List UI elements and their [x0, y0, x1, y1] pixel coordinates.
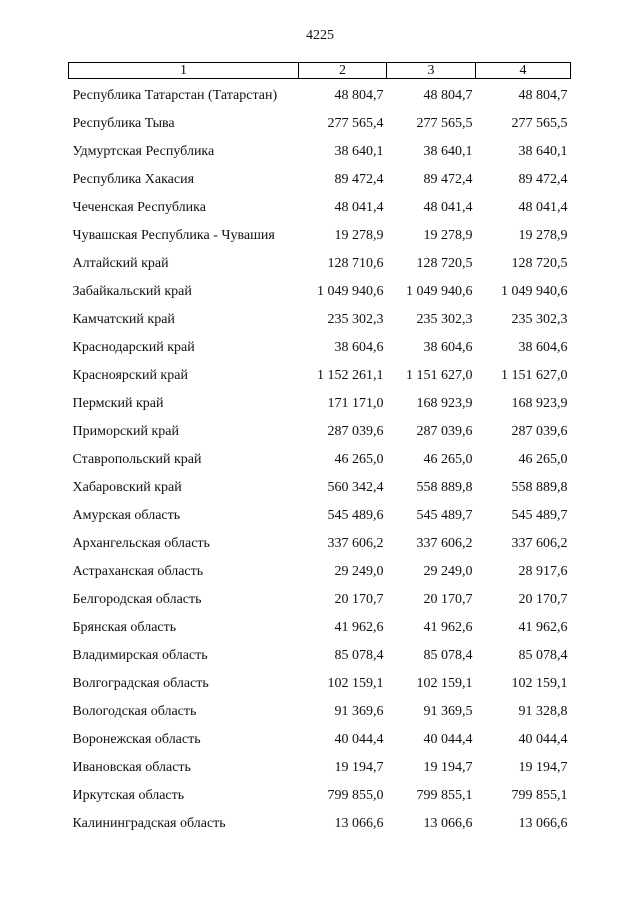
region-name: Архангельская область	[72, 536, 210, 551]
region-name: Чувашская Республика - Чувашия	[72, 228, 275, 243]
value-column-2: 19 194,7	[334, 760, 384, 775]
table-row	[69, 222, 571, 250]
value-column-2: 1 152 261,1	[317, 368, 384, 383]
value-column-3: 40 044,4	[423, 732, 473, 747]
value-column-4: 41 962,6	[518, 620, 568, 635]
value-column-2: 277 565,4	[327, 116, 384, 131]
value-column-2: 287 039,6	[327, 424, 384, 439]
value-column-2: 46 265,0	[334, 452, 384, 467]
column-header-1: 1	[69, 63, 299, 79]
value-column-2: 41 962,6	[334, 620, 384, 635]
value-column-3: 102 159,1	[416, 676, 473, 691]
value-column-4: 1 151 627,0	[501, 368, 568, 383]
value-column-2: 89 472,4	[334, 172, 384, 187]
table-row	[69, 474, 571, 502]
column-header-2: 2	[299, 63, 387, 79]
value-column-4: 19 278,9	[518, 228, 568, 243]
value-column-4: 102 159,1	[511, 676, 568, 691]
table-body	[69, 79, 571, 839]
region-name: Ставропольский край	[72, 452, 202, 467]
value-column-3: 29 249,0	[423, 564, 473, 579]
value-column-3: 545 489,7	[416, 508, 473, 523]
region-name: Красноярский край	[72, 368, 188, 383]
region-name: Волгоградская область	[72, 676, 209, 691]
table-row	[69, 278, 571, 306]
region-name: Камчатский край	[72, 312, 175, 327]
value-column-2: 171 171,0	[327, 396, 384, 411]
value-column-3: 337 606,2	[416, 536, 473, 551]
table-row	[69, 446, 571, 474]
value-column-4: 545 489,7	[511, 508, 568, 523]
value-column-3: 89 472,4	[423, 172, 473, 187]
value-column-2: 20 170,7	[334, 592, 384, 607]
value-column-3: 287 039,6	[416, 424, 473, 439]
region-name: Брянская область	[72, 620, 177, 635]
header-row	[69, 63, 571, 79]
value-column-3: 1 049 940,6	[406, 284, 473, 299]
region-name: Республика Тыва	[72, 116, 175, 131]
region-name: Иркутская область	[72, 788, 185, 803]
region-name: Владимирская область	[72, 648, 208, 663]
value-column-3: 20 170,7	[423, 592, 473, 607]
column-header-3: 3	[387, 63, 476, 79]
value-column-4: 48 041,4	[518, 200, 568, 215]
region-name: Алтайский край	[72, 256, 169, 271]
value-column-4: 85 078,4	[518, 648, 568, 663]
value-column-3: 128 720,5	[416, 256, 473, 271]
value-column-4: 40 044,4	[518, 732, 568, 747]
value-column-3: 235 302,3	[416, 312, 473, 327]
value-column-4: 799 855,1	[511, 788, 568, 803]
value-column-4: 13 066,6	[518, 816, 568, 831]
value-column-3: 91 369,5	[423, 704, 473, 719]
table-row	[69, 558, 571, 586]
value-column-4: 19 194,7	[518, 760, 568, 775]
value-column-4: 287 039,6	[511, 424, 568, 439]
table-row	[69, 670, 571, 698]
value-column-3: 277 565,5	[416, 116, 473, 131]
value-column-3: 48 041,4	[423, 200, 473, 215]
region-name: Краснодарский край	[72, 340, 195, 355]
table-row	[69, 194, 571, 222]
value-column-4: 38 640,1	[518, 144, 568, 159]
table-row	[69, 782, 571, 810]
table-row	[69, 726, 571, 754]
table-row	[69, 79, 571, 111]
value-column-4: 277 565,5	[511, 116, 568, 131]
value-column-3: 48 804,7	[423, 88, 473, 103]
value-column-2: 48 804,7	[334, 88, 384, 103]
value-column-2: 545 489,6	[327, 508, 384, 523]
region-name: Приморский край	[72, 424, 179, 439]
region-name: Забайкальский край	[72, 284, 192, 299]
table-row	[69, 138, 571, 166]
value-column-4: 1 049 940,6	[501, 284, 568, 299]
value-column-4: 337 606,2	[511, 536, 568, 551]
region-name: Удмуртская Республика	[72, 144, 215, 159]
region-name: Воронежская область	[72, 732, 201, 747]
value-column-4: 168 923,9	[511, 396, 568, 411]
region-name: Ивановская область	[72, 760, 191, 775]
value-column-2: 38 604,6	[334, 340, 384, 355]
table-row	[69, 502, 571, 530]
value-column-4: 48 804,7	[518, 88, 568, 103]
table-row	[69, 530, 571, 558]
value-column-2: 799 855,0	[327, 788, 384, 803]
region-name: Республика Хакасия	[72, 172, 195, 187]
region-name: Пермский край	[72, 396, 164, 411]
value-column-2: 29 249,0	[334, 564, 384, 579]
table-row	[69, 754, 571, 782]
table-row	[69, 642, 571, 670]
value-column-3: 558 889,8	[416, 480, 473, 495]
value-column-3: 19 194,7	[423, 760, 473, 775]
region-name: Хабаровский край	[72, 480, 182, 495]
value-column-2: 337 606,2	[327, 536, 384, 551]
value-column-2: 85 078,4	[334, 648, 384, 663]
table-row	[69, 810, 571, 838]
value-column-2: 560 342,4	[327, 480, 384, 495]
table-row	[69, 362, 571, 390]
value-column-2: 48 041,4	[334, 200, 384, 215]
page-number: 4225	[306, 28, 334, 43]
table-row	[69, 614, 571, 642]
value-column-2: 102 159,1	[327, 676, 384, 691]
region-name: Калининградская область	[72, 816, 226, 831]
value-column-4: 28 917,6	[518, 564, 568, 579]
value-column-3: 13 066,6	[423, 816, 473, 831]
value-column-2: 1 049 940,6	[317, 284, 384, 299]
region-name: Амурская область	[72, 508, 181, 523]
column-header-4: 4	[476, 63, 571, 79]
table-row	[69, 586, 571, 614]
value-column-4: 558 889,8	[511, 480, 568, 495]
table-row	[69, 334, 571, 362]
value-column-3: 19 278,9	[423, 228, 473, 243]
value-column-2: 91 369,6	[334, 704, 384, 719]
region-name: Белгородская область	[72, 592, 202, 607]
value-column-3: 1 151 627,0	[406, 368, 473, 383]
table-row	[69, 110, 571, 138]
value-column-3: 168 923,9	[416, 396, 473, 411]
table-row	[69, 390, 571, 418]
value-column-2: 13 066,6	[334, 816, 384, 831]
value-column-4: 235 302,3	[511, 312, 568, 327]
table-row	[69, 166, 571, 194]
value-column-4: 128 720,5	[511, 256, 568, 271]
table-row	[69, 418, 571, 446]
value-column-2: 38 640,1	[334, 144, 384, 159]
value-column-3: 38 640,1	[423, 144, 473, 159]
value-column-4: 89 472,4	[518, 172, 568, 187]
value-column-4: 46 265,0	[518, 452, 568, 467]
value-column-2: 19 278,9	[334, 228, 384, 243]
region-name: Астраханская область	[72, 564, 204, 579]
value-column-3: 41 962,6	[423, 620, 473, 635]
region-name: Чеченская Республика	[72, 200, 206, 215]
value-column-2: 128 710,6	[327, 256, 384, 271]
value-column-3: 799 855,1	[416, 788, 473, 803]
value-column-2: 235 302,3	[327, 312, 384, 327]
region-name: Вологодская область	[72, 704, 197, 719]
value-column-4: 38 604,6	[518, 340, 568, 355]
table-row	[69, 306, 571, 334]
value-column-3: 38 604,6	[423, 340, 473, 355]
region-name: Республика Татарстан (Татарстан)	[72, 88, 278, 103]
table-row	[69, 698, 571, 726]
value-column-3: 46 265,0	[423, 452, 473, 467]
value-column-2: 40 044,4	[334, 732, 384, 747]
value-column-3: 85 078,4	[423, 648, 473, 663]
table-row	[69, 250, 571, 278]
value-column-4: 91 328,8	[518, 704, 568, 719]
budget-table	[68, 62, 571, 838]
value-column-4: 20 170,7	[518, 592, 568, 607]
